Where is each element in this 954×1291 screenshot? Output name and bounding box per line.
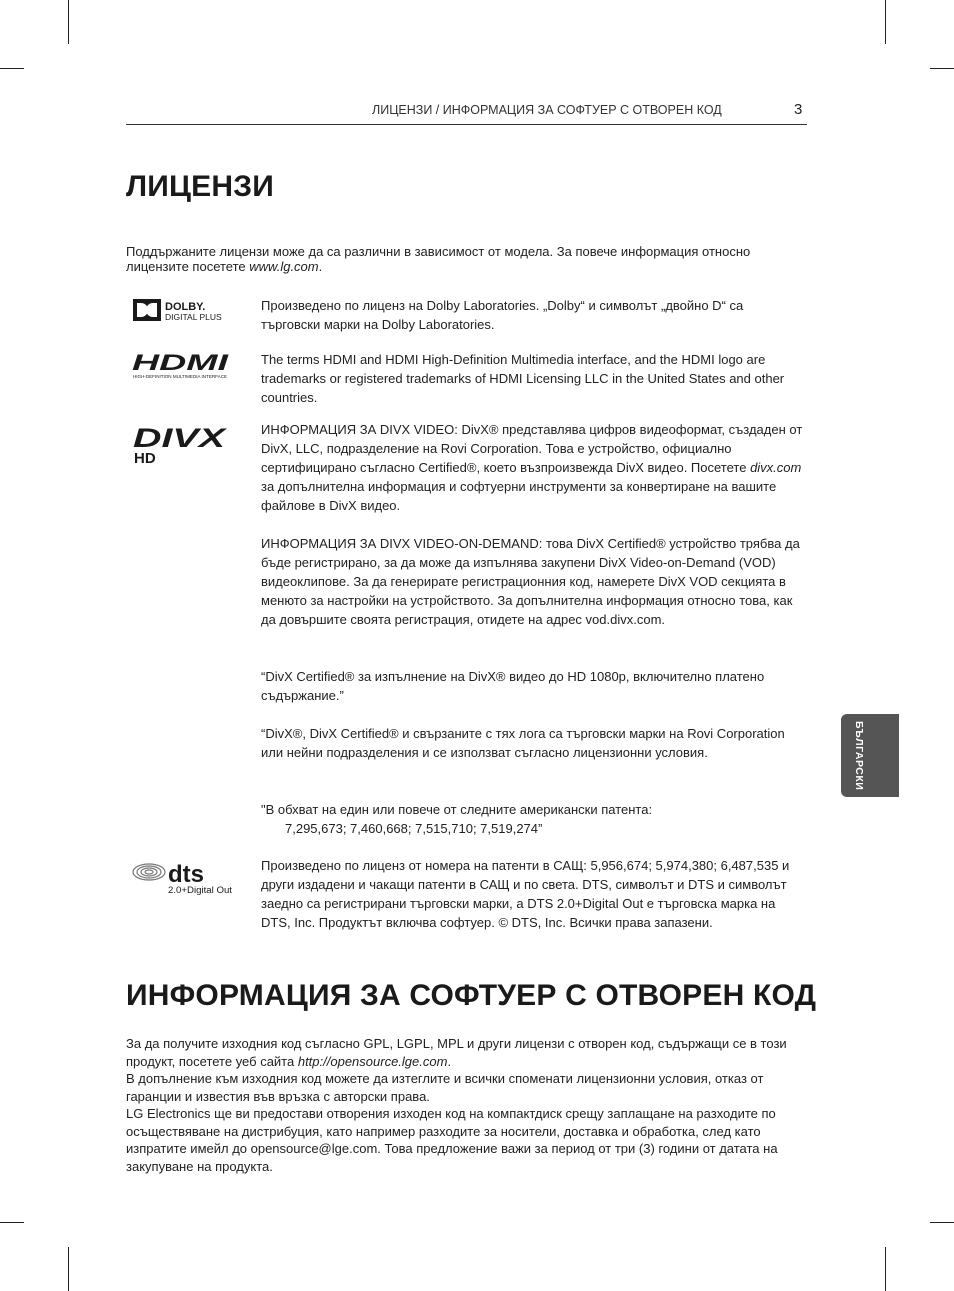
svg-text:dts: dts: [168, 861, 204, 888]
hdmi-logo: [132, 351, 232, 381]
lg-link[interactable]: www.lg.com: [249, 258, 319, 274]
crop-mark: [68, 0, 69, 44]
divx-certified-note: “DivX Certified® за изпълнение на DivX® видео до HD 1080p, включително платено съдържание.”: [261, 669, 765, 703]
svg-text:DIVX: DIVX: [133, 423, 228, 453]
opensource-link[interactable]: http://opensource.lge.com: [297, 1053, 448, 1069]
licenses-intro: Поддържаните лицензи може да са различни в зависимост от модела. За повече информация относно лицензите посетете www.lg.com.: [126, 244, 751, 274]
hdmi-icon: [132, 351, 232, 381]
crop-mark: [0, 68, 24, 69]
crop-mark: [0, 1222, 24, 1223]
dolby-logo: [132, 297, 234, 323]
language-tab-label: БЪЛГАРСКИ: [853, 720, 865, 791]
divx-patent-note: "В обхват на един или повече от следните американски патента: 7,295,673; 7,460,668; 7,515,710; 7,519,274”: [261, 802, 653, 836]
crop-mark: [68, 1247, 69, 1291]
crop-mark: [885, 1247, 886, 1291]
open-source-paragraph: В допълнение към изходния код можете да изтеглите и всички споменати лицензионни условия, отказ от гаранции и известия във връзка с авторски права.: [126, 1071, 764, 1104]
divx-hd-icon: [132, 423, 234, 465]
svg-text:DOLBY.: DOLBY.: [165, 301, 206, 313]
divx-video-info: ИНФОРМАЦИЯ ЗА DIVX VIDEO: DivX® представлява цифров видеоформат, създаден от DivX, LLC, подразделение на Rovi Corporation. Това е устройство, официално сертифицирано съгласно Certified®, което възпроизвежда DivX видео. Посетете divx.com за допълнителна информация и софтуерни инструменти за конвертиране на вашите файлове в DivX видео.: [261, 422, 803, 513]
svg-text:DIGITAL PLUS: DIGITAL PLUS: [165, 312, 222, 322]
open-source-body: [126, 1035, 806, 1175]
page-number: 3: [794, 101, 803, 118]
licenses-title: ЛИЦЕНЗИ: [126, 170, 274, 203]
dolby-double-d-icon: [132, 297, 234, 323]
open-source-title: ИНФОРМАЦИЯ ЗА СОФТУЕР С ОТВОРЕН КОД: [126, 979, 817, 1012]
dts-logo: [132, 858, 236, 898]
svg-text:2.0+Digital Out: 2.0+Digital Out: [168, 885, 233, 895]
svg-text:HD: HD: [134, 450, 156, 465]
dolby-text: Произведено по лиценз на Dolby Laboratories. „Dolby“ и символът „двойно D“ са търговски марки на Dolby Laboratories.: [261, 298, 744, 332]
dts-text: Произведено по лиценз от номера на патенти в САЩ: 5,956,674; 5,974,380; 6,487,535 и други издадени и чакащи патенти в САЩ и по света. DTS, символът и DTS и символът заедно са регистрирани търговски марки, а DTS 2.0+Digital Out е търговска марка на DTS, Inc. Продуктът включва софтуер. © DTS, Inc. Всички права запазени.: [261, 858, 790, 930]
svg-text:HDMI: HDMI: [132, 351, 230, 375]
crop-mark: [885, 0, 886, 44]
crop-mark: [930, 1222, 954, 1223]
divx-trademark-note: “DivX®, DivX Certified® и свързаните с тях лога са търговски марки на Rovi Corporation или нейни подразделения и се използват съгласно лицензионни условия.: [261, 726, 785, 760]
open-source-paragraph: LG Electronics ще ви предостави отворения изходен код на компактдиск срещу заплащане на разходите по осъществяване на дистрибуция, като например разходите за носители, доставка и обработка, след като изпратите имейл до opensource@lge.com. Това предложение важи за период от три (3) години от датата на закупуване на продукта.: [126, 1106, 778, 1174]
crop-mark: [930, 68, 954, 69]
header-divider: [126, 124, 807, 125]
running-header: ЛИЦЕНЗИ / ИНФОРМАЦИЯ ЗА СОФТУЕР С ОТВОРЕН КОД: [372, 103, 722, 117]
svg-text:HIGH-DEFINITION MULTIMEDIA INT: HIGH-DEFINITION MULTIMEDIA INTERFACE: [133, 374, 228, 379]
dts-digital-out-icon: [132, 858, 236, 898]
hdmi-text: The terms HDMI and HDMI High-Definition Multimedia interface, and the HDMI logo are trademarks or registered trademarks of HDMI Licensing LLC in the United States and other countries.: [261, 352, 785, 405]
divx-vod-info: ИНФОРМАЦИЯ ЗА DIVX VIDEO-ON-DEMAND: това DivX Certified® устройство трябва да бъде регистрирано, за да може да изпълнява закупени DivX Video-on-Demand (VOD) видеоклипове. За да генерирате регистрационния код, намерете DivX VOD секцията в менюто за настройки на устройството. За допълнителна информация относно това, как да довършите своята регистрация, отидете на адрес vod.divx.com.: [261, 536, 800, 627]
language-tab: [841, 714, 899, 797]
divx-link[interactable]: divx.com: [750, 460, 802, 475]
divx-logo: [132, 423, 234, 465]
open-source-paragraph: За да получите изходния код съгласно GPL, LGPL, MPL и други лицензи с отворен код, съдържащи се в този продукт, посетете уеб сайта http://opensource.lge.com.: [126, 1036, 787, 1069]
